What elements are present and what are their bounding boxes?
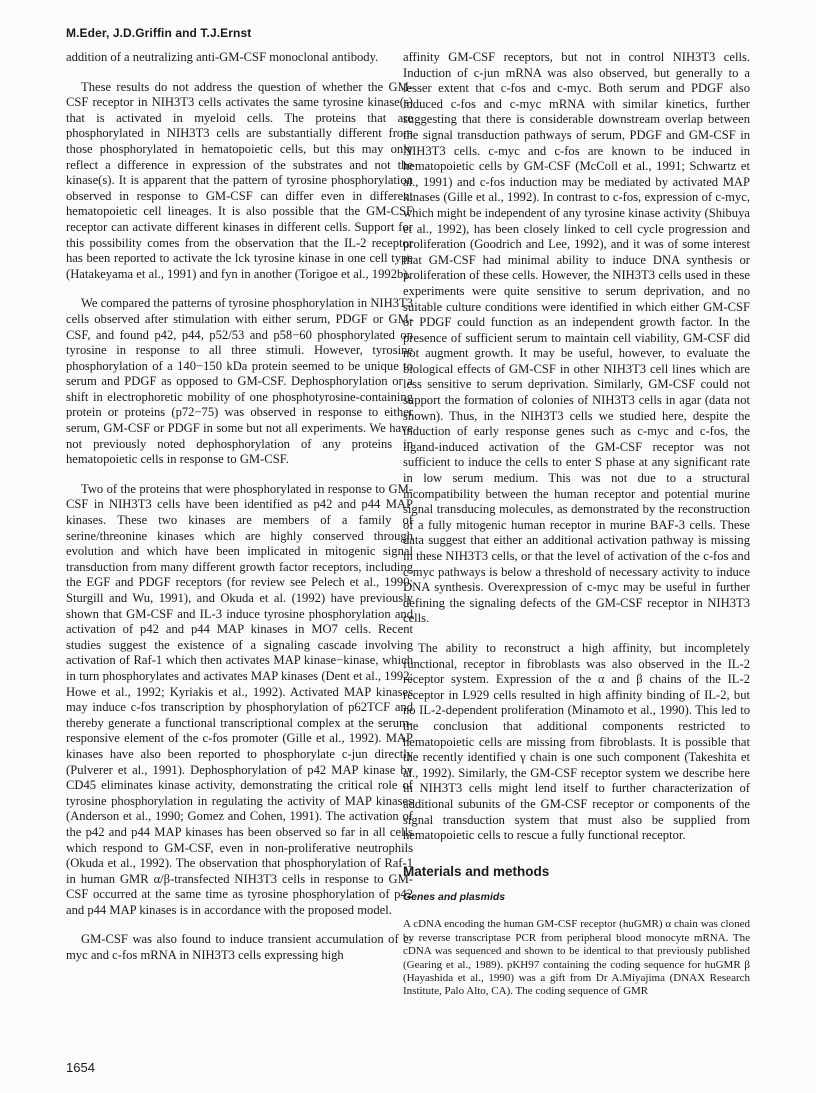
paragraph: affinity GM-CSF receptors, but not in control NIH3T3 cells. Induction of c-jun mRNA was also observed, but generally to a lesser extent that c-fos and c-myc. Both serum and PDGF also induced c-fos and c-myc mRNA with similar kinetics, further suggesting that there is considerable downstream overlap between the signal transduction pathways of serum, PDGF and GM-CSF in NIH3T3 cells. c-myc and c-fos are known to be induced in hematopoietic cells by GM-CSF (McColl et al., 1991; Schwartz et al., 1991) and c-fos induction may be mediated by activated MAP kinases (Gille et al., 1992). In contrast to c-fos, expression of c-myc, which might be independent of any tyrosine kinase activity (Shibuya et al., 1992), has been closely linked to cell cycle progression and proliferation (Goodrich and Lee, 1992), and it was of some interest that GM-CSF had minimal ability to induce DNA synthesis or proliferation of these cells. However, the NIH3T3 cells used in these experiments were quite sensitive to serum deprivation, and no suitable culture conditions were identified in which either GM-CSF or PDGF could function as an independent growth factor. In the presence of sufficient serum to maintain cell viability, GM-CSF did not augment growth. It may be useful, however, to evaluate the biological effects of GM-CSF in other NIH3T3 cell lines which are less sensitive to serum deprivation. Similarly, GM-CSF could not support the formation of colonies of NIH3T3 cells in agar (data not shown). Thus, in the NIH3T3 cells we studied here, despite the induction of early response genes such as c-myc and c-fos, the ligand-induced activation of the GM-CSF receptor was not sufficient to induce the cells to enter S phase at any significant rate in low serum medium. This was not due to a structural incompatibility between the human receptor and potential murine signal transducing molecules, as demonstrated by the reconstruction of a fully mitogenic human receptor in murine BAF-3 cells. These data suggest that either an additional activation pathway is missing in these NIH3T3 cells, or that the level of activation of the c-fos and c-myc pathways is below a threshold of necessary activity to induce DNA synthesis. Overexpression of c-myc may be useful in further defining the signaling defects of the GM-CSF receptor in NIH3T3 cells. [403,50,750,626]
methods-paragraph: A cDNA encoding the human GM-CSF receptor (huGMR) α chain was cloned by reverse transcriptase PCR from peripheral blood monocyte mRNA. The cDNA was sequenced and shown to be identical to that previously published (Gearing et al., 1989). pKH97 containing the coding sequence for huGMR β (Hayashida et al., 1990) was a gift from Dr A.Miyajima (DNAX Research Institute, Palo Alto, CA). The coding sequence of GMR [403,918,750,998]
paragraph: GM-CSF was also found to induce transient accumulation of c-myc and c-fos mRNA in NIH3T3 cells expressing high [66,932,413,963]
paragraph: These results do not address the question of whether the GM-CSF receptor in NIH3T3 cells activates the same tyrosine kinase(s) that is activated in myeloid cells. The proteins that are phosphorylated in NIH3T3 cells are substantially different from those phosphorylated in hematopoietic cells, but this may only reflect a difference in expression of the substrates and not the kinase(s). It is apparent that the pattern of tyrosine phosphorylation observed in response to GM-CSF can differ even in different hematopoietic cell lineages. It is also possible that the GM-CSF receptor can activate different kinases in different cells. Support for this possibility comes from the observation that the IL-2 receptor has been reported to activate the lck tyrosine kinase in one cell type (Hatakeyama et al., 1991) and fyn in another (Torigoe et al., 1992b). [66,79,413,281]
left-column [66,50,413,964]
right-column [403,50,750,999]
paragraph: We compared the patterns of tyrosine phosphorylation in NIH3T3 cells observed after stimulation with either serum, PDGF or GM-CSF, and found p42, p44, p52/53 and p58−60 phosphorylated on tyrosine in response to all three stimuli. However, tyrosine phosphorylation of a 140−150 kDa protein seemed to be unique to serum and PDGF as opposed to GM-CSF. Dephosphorylation or a shift in electrophoretic mobility of one phosphotyrosine-containing protein or proteins (p72−75) was observed in response to either serum, GM-CSF or PDGF in some but not all experiments. We have not previously noted dephosphorylation of any proteins in hematopoietic cells in response to GM-CSF. [66,296,413,467]
page-number: 1654 [66,1060,95,1075]
paragraph: The ability to reconstruct a high affinity, but incompletely functional, receptor in fibroblasts was also observed in the IL-2 receptor system. Expression of the α and β chains of the IL-2 receptor in L929 cells resulted in high affinity binding of IL-2, but no IL-2-dependent proliferation (Minamoto et al., 1990). This led to the conclusion that additional components restricted to hematopoietic cells are missing from fibroblasts. It is possible that the recently identified γ chain is one such component (Takeshita et al., 1992). Similarly, the GM-CSF receptor system we describe here in NIH3T3 cells might lend itself to further characterization of additional subunits of the GM-CSF receptor or components of the signal transduction system that must also be supplied from hematopoietic cells to rescue a fully functional receptor. [403,640,750,843]
running-header: M.Eder, J.D.Griffin and T.J.Ernst [66,26,252,40]
subsection-heading: Genes and plasmids [403,891,506,904]
section-heading: Materials and methods [403,863,550,879]
paragraph: Two of the proteins that were phosphorylated in response to GM-CSF in NIH3T3 cells have been identified as p42 and p44 MAP kinases. These two kinases are members of a family of serine/threonine kinases which are highly conserved through evolution and which have been implicated in mitogenic signal transduction from many different growth factor receptors, including the EGF and PDGF receptors (for review see Pelech et al., 1990; Sturgill and Wu, 1991), and Okuda et al. (1992) have previously shown that GM-CSF and IL-3 induce tyrosine phosphorylation and activation of p42 and p44 MAP kinases in MO7 cells. Recent studies suggest the existence of a signaling cascade involving activation of Raf-1 which then activates MAP kinase−kinase, which in turn phosphorylates and activates MAP kinases (Dent et al., 1992; Howe et al., 1992; Kyriakis et al., 1992). Activated MAP kinases may induce c-fos transcription by phosphorylation of p62TCF and thereby generate a functional transcriptional complex at the serum-responsive element of the c-fos promoter (Gille et al., 1992). MAP kinases have also been reported to phosphorylate c-jun directly (Pulverer et al., 1991). Dephosphorylation of p42 MAP kinase by CD45 eliminates kinase activity, demonstrating the critical role of tyrosine phosphorylation in regulating the activity of MAP kinases (Anderson et al., 1990; Gomez and Cohen, 1991). The activation of the p42 and p44 MAP kinases has been observed so far in all cells which respond to GM-CSF, even in non-proliferative neutrophils (Okuda et al., 1992). The observation that phosphorylation of Raf-1 in human GMR α/β-transfected NIH3T3 cells in response to GM-CSF occurred at the same time as tyrosine phosphorylation of p42 and p44 MAP kinases is in accordance with the proposed model. [66,481,413,917]
paragraph: addition of a neutralizing anti-GM-CSF monoclonal antibody. [66,50,379,64]
